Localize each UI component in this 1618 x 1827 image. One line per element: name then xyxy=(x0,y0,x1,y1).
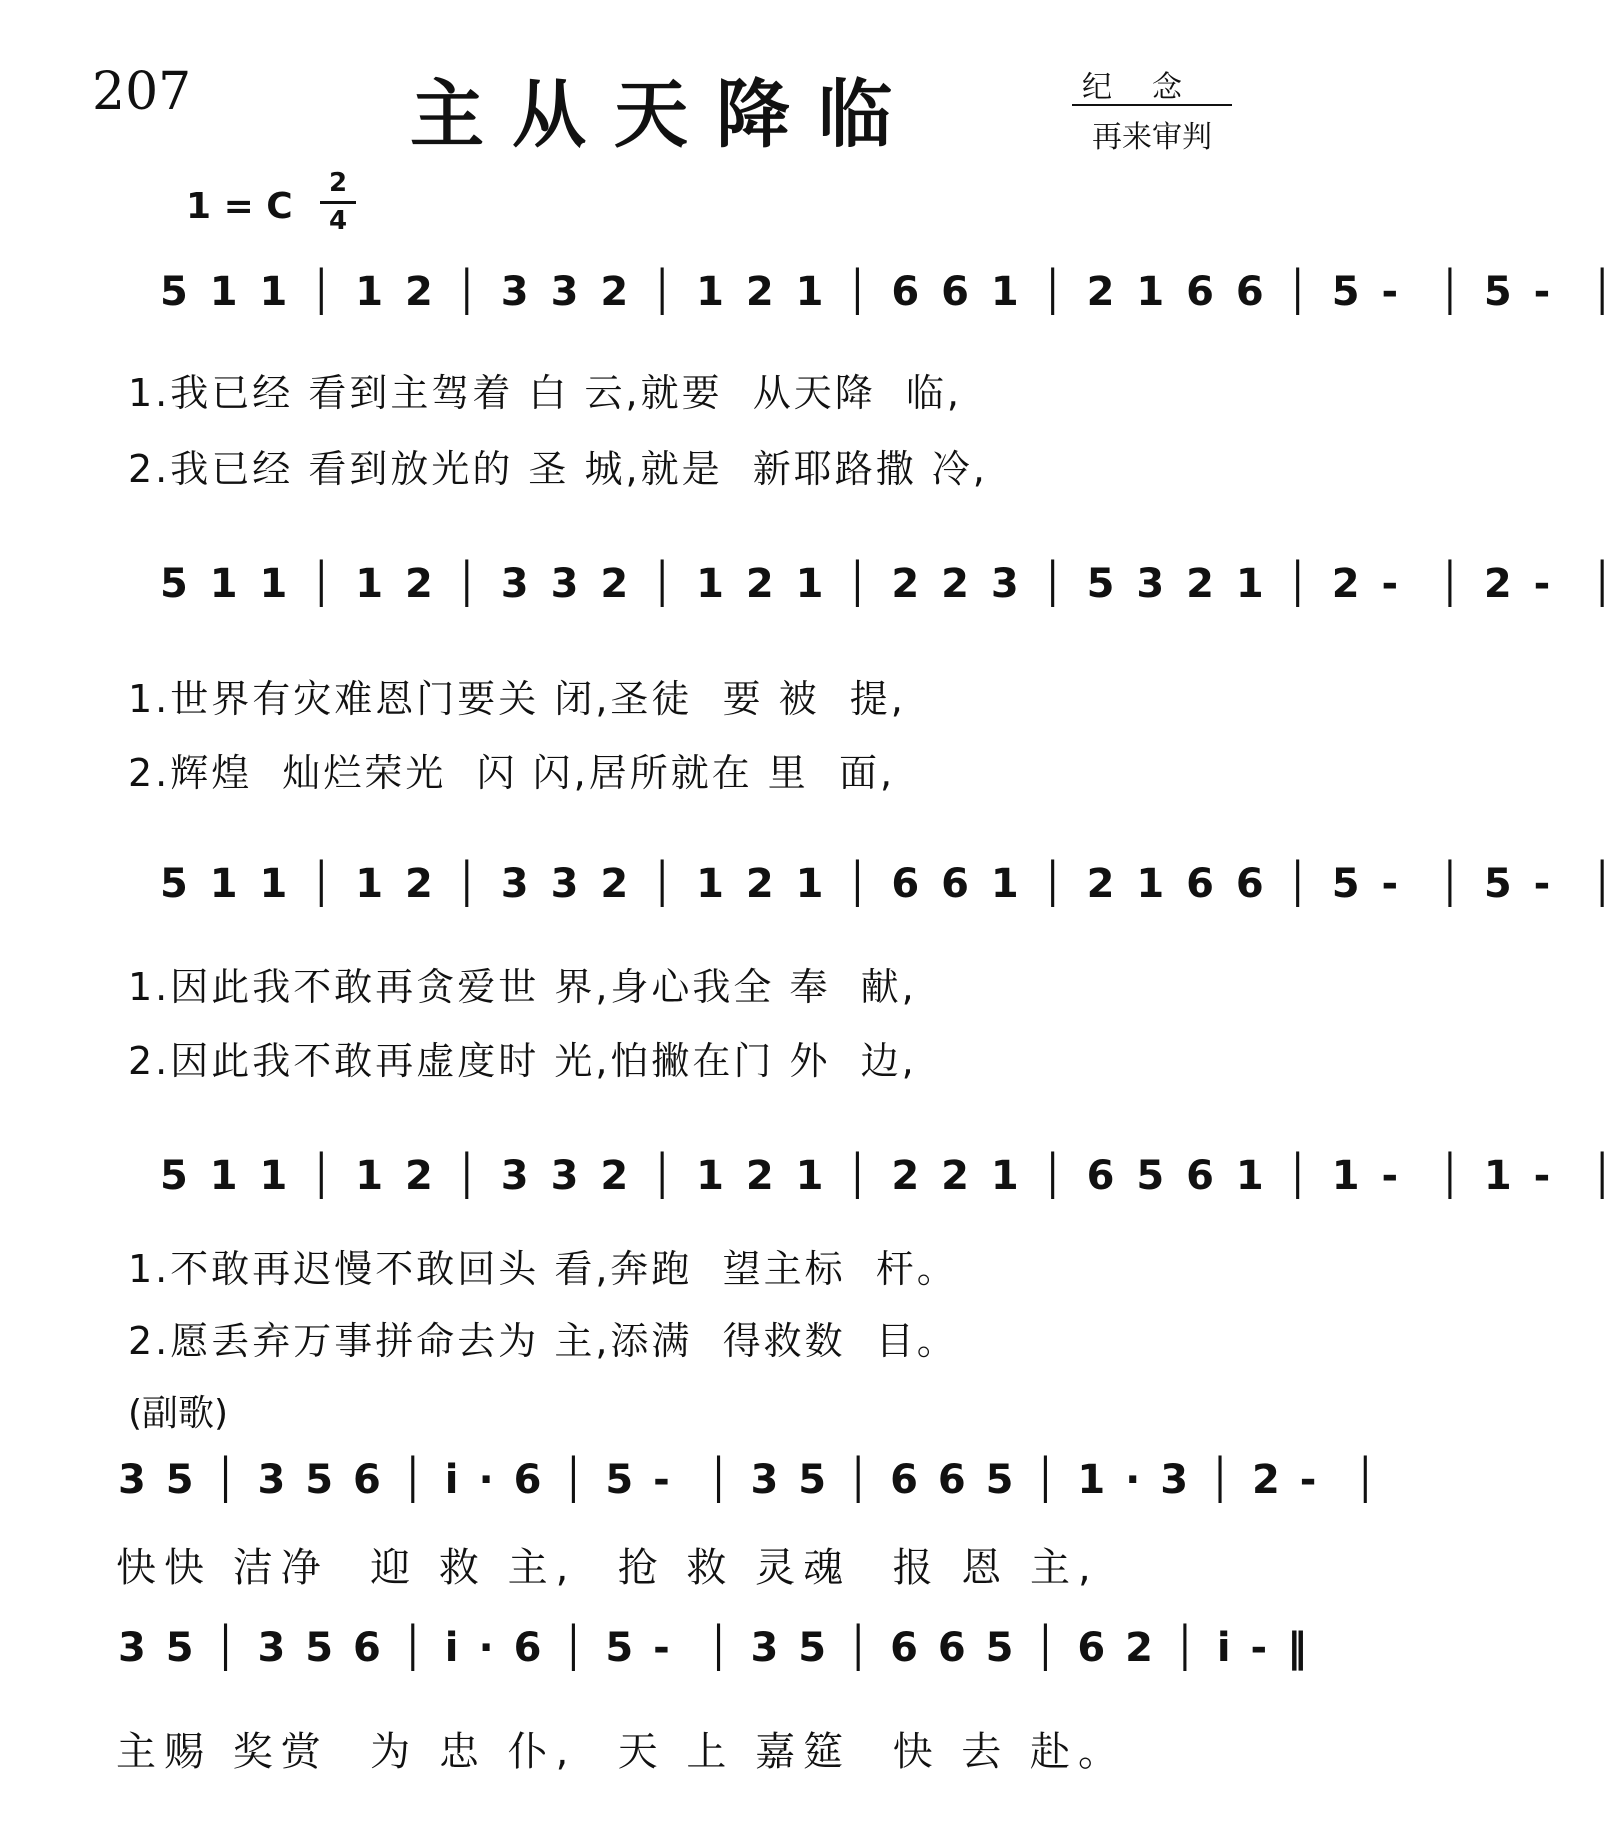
time-signature-line xyxy=(320,201,356,204)
refrain-notation-line: 3 5 │ 3 5 6 │ i · 6 │ 5 - │ 3 5 │ 6 6 5 │ 1 · 3 │ 2 - │ xyxy=(118,1457,1381,1503)
lyric-line: 1.因此我不敢再贪爱世 界,身心我全 奉 献, xyxy=(128,965,917,1009)
category-label: 纪念 xyxy=(1082,70,1222,105)
time-signature-top: 2 xyxy=(328,168,348,198)
chorus-label: (副歌) xyxy=(128,1393,229,1434)
refrain-lyric-line: 主赐 奖赏 为 忠 仆, 天 上 嘉筵 快 去 赴。 xyxy=(116,1729,1127,1775)
lyric-line: 1.不敢再迟慢不敢回头 看,奔跑 望主标 杆。 xyxy=(128,1247,958,1291)
subcategory-label: 再来审判 xyxy=(1092,120,1212,155)
key-signature: 1 = C xyxy=(186,186,293,227)
notation-line: 5 1 1 │ 1 2 │ 3 3 2 │ 1 2 1 │ 2 2 3 │ 5 3 2 1 │ 2 - │ 2 - │ xyxy=(160,561,1618,607)
hymn-number: 207 xyxy=(92,62,192,122)
refrain-lyric-line: 快快 洁净 迎 救 主, 抢 救 灵魂 报 恩 主, xyxy=(116,1545,1099,1591)
lyric-line: 1.世界有灾难恩门要关 闭,圣徒 要 被 提, xyxy=(128,677,906,721)
lyric-line: 2.因此我不敢再虚度时 光,怕撇在门 外 边, xyxy=(128,1039,917,1083)
notation-line: 5 1 1 │ 1 2 │ 3 3 2 │ 1 2 1 │ 6 6 1 │ 2 1 6 6 │ 5 - │ 5 - │ xyxy=(160,861,1618,907)
lyric-line: 2.愿丢弃万事拼命去为 主,添满 得救数 目。 xyxy=(128,1319,958,1363)
lyric-line: 1.我已经 看到主驾着 白 云,就要 从天降 临, xyxy=(128,371,962,415)
notation-line: 5 1 1 │ 1 2 │ 3 3 2 │ 1 2 1 │ 2 2 1 │ 6 5 6 1 │ 1 - │ 1 - │ xyxy=(160,1153,1618,1199)
lyric-line: 2.辉煌 灿烂荣光 闪 闪,居所就在 里 面, xyxy=(128,751,896,795)
category-divider xyxy=(1072,104,1232,106)
lyric-line: 2.我已经 看到放光的 圣 城,就是 新耶路撒 冷, xyxy=(128,447,988,491)
hymn-title: 主从天降临 xyxy=(410,72,920,158)
notation-line: 5 1 1 │ 1 2 │ 3 3 2 │ 1 2 1 │ 6 6 1 │ 2 1 6 6 │ 5 - │ 5 - │ xyxy=(160,269,1618,315)
refrain-notation-line: 3 5 │ 3 5 6 │ i · 6 │ 5 - │ 3 5 │ 6 6 5 │ 6 2 │ i - ‖ xyxy=(118,1625,1311,1671)
time-signature-bottom: 4 xyxy=(328,206,348,236)
